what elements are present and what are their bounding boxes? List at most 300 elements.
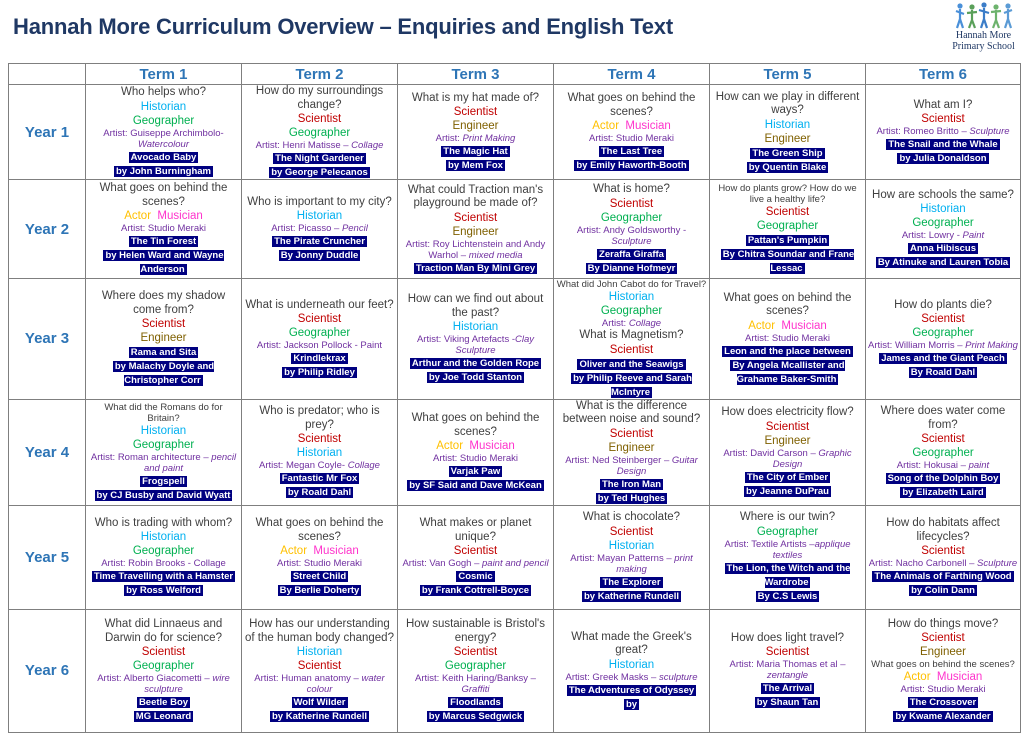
artist-line [400,334,551,356]
enquiry-question: How are schools the same? [872,188,1014,201]
book-line [88,359,239,387]
enquiry-question: Where is our twin? [739,511,836,524]
enquiry-question: What goes on behind the scenes? [255,517,384,543]
artist-name: Ned Steinberger – [592,454,672,466]
enquiry-question: How can we play in different ways? [715,90,860,116]
book-line [456,569,494,583]
book-line [909,365,977,379]
curriculum-cell [242,279,398,400]
subject-label: Actor [748,319,776,332]
artist-label: Artist: [416,334,444,346]
subject-line [912,326,973,340]
cell-content [88,86,239,178]
subject-line [141,424,186,438]
artist-line [902,230,984,241]
artist-label: Artist: [405,238,433,250]
subject-line [436,439,515,453]
artist-line [256,140,384,151]
subject-label: Historian [140,531,187,544]
curriculum-cell [866,399,1021,505]
term-header: Term 3 [398,64,554,85]
artist-line [433,453,518,464]
subject-label: Scientist [453,646,498,658]
book-text: The Tin Forest [130,236,197,247]
book-text: by SF Said and Dave McKean [409,480,542,491]
subject-label: Actor [592,120,620,132]
book-line [124,583,203,597]
enquiry-question: Who helps who? [120,86,207,99]
artist-name: Greek Masks – [592,671,659,683]
curriculum-cell [710,279,866,400]
book-line [279,248,361,262]
artist-name: Studio Meraki [303,558,362,569]
artist-name: Mayan Patterns – [597,552,675,564]
book-text: Krindlekrax [293,353,346,364]
subject-line [289,126,350,140]
artist-line [88,673,239,695]
enquiry-question: What goes on behind the scenes? [871,659,1015,671]
artist-label: Artist: [254,673,282,684]
book-line [582,589,681,603]
subject-line [140,331,186,345]
curriculum-cell [866,609,1021,732]
book-text: Oliver and the Seawigs [579,358,684,370]
enquiry-question: Where does my shadow come from? [101,290,226,316]
cell-content [556,400,707,505]
book-text: by Marcus Sedgwick [428,711,523,722]
cell-content [868,189,1018,270]
art-medium: mixed media [468,249,523,261]
artist-line [556,225,707,247]
subject-label: Geographer [132,660,195,672]
subject-label: Scientist [609,343,654,356]
subject-line [610,343,653,357]
year-row [9,279,1021,400]
subject-line [133,659,194,673]
book-text: By Angela Mcallister and Grahame Baker-Smith [732,359,845,385]
book-line [414,261,537,275]
book-line [599,144,664,158]
book-text: by John Burningham [116,165,211,177]
artist-label: Artist: [724,538,752,550]
artist-name: Lowry - [928,230,963,242]
subject-line [133,438,194,452]
term-header: Term 5 [710,64,866,85]
book-text: The Iron Man [601,478,662,490]
subject-line [608,441,654,455]
artist-line [259,460,380,471]
term-header-row [9,64,1021,85]
book-line [129,150,199,164]
book-line [282,365,357,379]
curriculum-cell [242,85,398,180]
artist-label: Artist: [588,133,616,144]
book-text: Floodlands [450,697,501,708]
artist-line [745,333,830,344]
cell-content [244,85,395,179]
subject-line [609,658,654,672]
enquiry-question: What is the difference between noise and sound? [562,399,701,425]
artist-name: Robin Brooks - Collage [128,558,226,570]
subject-line [766,645,809,659]
subject-label: Scientist [453,106,498,119]
subject-line [609,290,654,304]
artist-line [556,553,707,575]
cell-content [400,184,551,275]
subject-label: Scientist [141,318,186,331]
subject-label: Scientist [297,433,342,445]
year-label: Year 5 [9,505,86,609]
book-text: by Elizabeth Laird [902,487,984,498]
curriculum-cell [242,609,398,732]
curriculum-cell [710,180,866,279]
artist-line [121,223,206,234]
book-line [140,474,187,488]
book-text: The City of Ember [746,471,829,483]
subject-label: Engineer [452,120,499,133]
subject-label: Musician [157,210,203,222]
subject-label: Scientist [609,525,654,538]
cell-content [400,92,551,173]
artist-name: Picasso – [298,223,342,235]
book-line [92,569,235,583]
enquiry-question: What did Linnaeus and Darwin do for science? [104,618,223,644]
art-medium: Graphic Design [772,447,852,470]
book-line [872,569,1013,583]
book-line [624,697,639,711]
artist-line [712,659,863,681]
subject-line [592,119,671,133]
book-line [577,357,685,371]
subject-label: Historian [140,100,187,113]
art-medium: Guitar Design [616,454,698,477]
subject-line [757,525,818,539]
curriculum-cell [554,85,710,180]
subject-line [764,132,810,146]
book-line [761,681,814,695]
book-line [410,356,541,370]
subject-label: Engineer [140,332,187,345]
term-header: Term 1 [86,64,242,85]
book-line [909,583,977,597]
book-line [900,485,985,499]
artist-line [101,558,226,569]
book-text: By Berlie Doherty [279,585,360,596]
subject-line [921,631,964,645]
artist-name: Studio Meraki [147,223,206,234]
subject-label: Scientist [297,660,342,672]
year-label: Year 1 [9,85,86,180]
subject-label: Scientist [609,427,654,440]
book-text: by Roald Dahl [287,487,352,498]
curriculum-cell [866,180,1021,279]
artist-name: Textile Artists – [751,538,815,550]
subject-label: Scientist [297,313,342,325]
curriculum-cell [554,279,710,400]
cell-content [556,511,707,603]
book-line [712,358,863,386]
artist-name: Roy Lichtenstein and Andy Warhol – [428,238,546,261]
book-line [879,351,1007,365]
art-medium: Collage [628,318,662,329]
book-line [134,709,193,723]
year-label: Year 2 [9,180,86,279]
subject-label: Geographer [132,545,195,558]
book-line [756,589,820,603]
logo-line2: Primary School [952,41,1015,52]
book-text: by Shaun Tan [756,697,819,709]
subject-label: Scientist [921,313,965,325]
book-text: The Arrival [762,683,813,695]
cell-content [712,632,863,710]
subject-label: Historian [296,447,343,459]
artist-label: Artist: [271,223,299,235]
subject-line [298,112,341,126]
artist-line [876,126,1009,137]
book-text: by Mem Fox [448,160,503,172]
curriculum-cell [866,505,1021,609]
enquiry-question: What makes or planet unique? [419,517,532,543]
subject-line [297,645,342,659]
artist-name: Human anatomy – [281,673,362,684]
cell-content [244,196,395,263]
cell-content [868,405,1018,499]
book-text: Arthur and the Golden Rope [411,358,540,370]
subject-label: Musician [469,440,515,452]
book-line [129,234,198,248]
artist-line [400,239,551,261]
subject-label: Engineer [919,646,967,659]
enquiry-question: What am I? [913,98,973,111]
book-text: The Adventures of Odyssey [568,684,695,696]
subject-label: Musician [781,319,827,332]
subject-label: Historian [608,658,655,671]
artist-line [277,558,362,569]
cell-content [244,405,395,499]
book-text: by Emily Haworth-Booth [576,160,687,171]
book-text: Time Travelling with a Hamster [93,571,234,583]
year-row [9,399,1021,505]
subject-label: Scientist [453,211,498,224]
artist-label: Artist: [256,340,284,351]
cell-content [712,292,863,386]
book-text: By Dianne Hofmeyr [587,262,676,274]
curriculum-cell [86,180,242,279]
subject-label: Scientist [921,113,965,126]
artist-name: Romeo Britto – [903,126,970,138]
subject-label: Actor [124,210,152,222]
curriculum-cell [866,279,1021,400]
artist-name: Roman architecture – [117,452,212,463]
subject-line [297,209,342,223]
cell-content [88,517,239,598]
book-line [291,569,348,583]
art-medium: applique textiles [772,538,851,561]
cell-content [868,299,1018,380]
page-title: Hannah More Curriculum Overview – Enquiries and English Text [13,14,673,39]
artist-name: Nacho Carbonell – [895,558,978,569]
book-text: by CJ Busby and David Wyatt [96,490,231,501]
book-line [273,151,366,165]
cell-content [400,618,551,723]
artist-line [88,452,239,474]
subject-line [921,432,964,446]
artist-label: Artist: [565,454,593,466]
curriculum-cell [554,399,710,505]
art-medium: paint and pencil [482,558,549,569]
cell-content [88,402,239,502]
book-line [586,261,678,275]
cell-content [868,618,1018,724]
cell-content [244,517,395,597]
subject-label: Actor [280,545,308,557]
subject-label: Engineer [452,225,499,238]
book-line [427,709,524,723]
book-text: The Green Ship [752,147,823,159]
book-line [600,477,663,491]
book-line [747,160,829,174]
enquiry-question: How do my surroundings change? [255,85,384,111]
art-medium: Sculpture [969,126,1010,138]
cell-content [556,183,707,275]
art-medium: water colour [306,673,385,695]
book-line [427,370,524,384]
curriculum-cell [86,505,242,609]
curriculum-cell [86,279,242,400]
book-text: By Atinuke and Lauren Tobia [877,257,1009,269]
art-medium: Print Making [462,133,516,145]
cell-content [400,517,551,597]
book-text: Varjak Paw [450,466,501,477]
artist-label: Artist: [868,558,896,569]
subject-line [764,434,810,448]
cell-content [88,290,239,387]
book-text: Song of the Dolphin Boy [887,473,999,484]
subject-line [904,670,983,684]
curriculum-cell [86,609,242,732]
subject-line [454,105,497,119]
book-text: Avocado Baby [130,151,197,163]
curriculum-cell [398,180,554,279]
book-text: by Kwame Alexander [895,711,991,723]
subject-label: Historian [608,291,655,303]
artist-label: Artist: [729,659,757,671]
children-figures-icon [954,2,1014,30]
book-line [722,344,853,358]
subject-label: Historian [764,118,811,131]
book-text: by Jeanne DuPrau [746,485,829,497]
artist-label: Artist: [723,447,751,459]
subject-label: Geographer [132,439,195,451]
subject-line [920,645,966,659]
curriculum-cell [242,180,398,279]
subject-line [289,326,350,340]
subject-label: Geographer [756,525,819,538]
book-line [269,165,370,179]
artist-label: Artist: [415,673,442,684]
book-text: Beetle Boy [138,697,189,708]
corner-cell [9,64,86,85]
book-line [291,351,347,365]
curriculum-cell [866,85,1021,180]
book-line [556,371,707,399]
artist-name: Maria Thomas et al – [756,659,846,671]
subject-line [142,317,185,331]
artist-label: Artist: [103,127,131,139]
artist-label: Artist: [896,460,924,471]
subject-label: Engineer [608,441,655,454]
book-text: The Crossover [909,697,977,709]
enquiry-question: How has our understanding of the human body changed? [245,618,394,644]
artist-label: Artist: [435,133,463,145]
art-medium: Collage [347,460,380,471]
subject-label: Geographer [912,327,974,339]
cell-content [712,91,863,174]
artist-line [900,684,985,695]
book-line [750,146,824,160]
subject-label: Scientist [141,646,186,658]
book-text: MG Leonard [135,711,192,722]
subject-label: Engineer [764,132,811,145]
subject-line [445,659,506,673]
curriculum-cell [242,399,398,505]
subject-label: Geographer [444,660,507,672]
book-text: Street Child [292,571,347,582]
curriculum-cell [398,609,554,732]
book-text: By Jonny Duddle [280,250,359,262]
artist-line [400,673,551,695]
artist-label: Artist: [90,452,118,463]
artist-label: Artist: [259,460,286,471]
book-line [449,464,503,478]
book-text: by Julia Donaldson [899,153,987,165]
book-text: by Quentin Blake [748,161,827,173]
cell-content [712,511,863,603]
book-text: by Katherine Rundell [271,711,367,722]
subject-line [454,211,497,225]
subject-line [757,219,818,233]
year-row [9,180,1021,279]
year-row [9,505,1021,609]
book-line [597,247,666,261]
book-line [600,575,662,589]
book-line [88,248,239,276]
art-medium: Watercolour [137,138,190,150]
book-text: The Pirate Cruncher [274,236,365,248]
subject-line [610,525,653,539]
book-text: Anna Hibiscus [910,243,976,255]
subject-line [298,432,341,446]
artist-label: Artist: [565,671,593,683]
book-text: by Helen Ward and Wayne Anderson [105,250,224,275]
subject-label: Historian [140,425,187,437]
curriculum-cell [86,85,242,180]
year-label: Year 4 [9,399,86,505]
artist-name: Studio Meraki [615,133,674,144]
book-text: The Snail and the Whale [888,139,998,151]
book-text: by George Pelecanos [271,167,368,178]
artist-label: Artist: [276,558,304,569]
book-text: Zeraffa Giraffa [599,248,664,260]
subject-line [453,320,498,334]
subject-label: Geographer [912,217,974,230]
book-line [886,137,999,151]
artist-name: Andy Goldsworthy - [603,224,687,236]
subject-line [297,446,342,460]
book-text: by Frank Cottrell-Boyce [421,585,530,596]
enquiry-question: Where does water come from? [880,405,1006,431]
art-medium: wire sculpture [144,673,230,695]
